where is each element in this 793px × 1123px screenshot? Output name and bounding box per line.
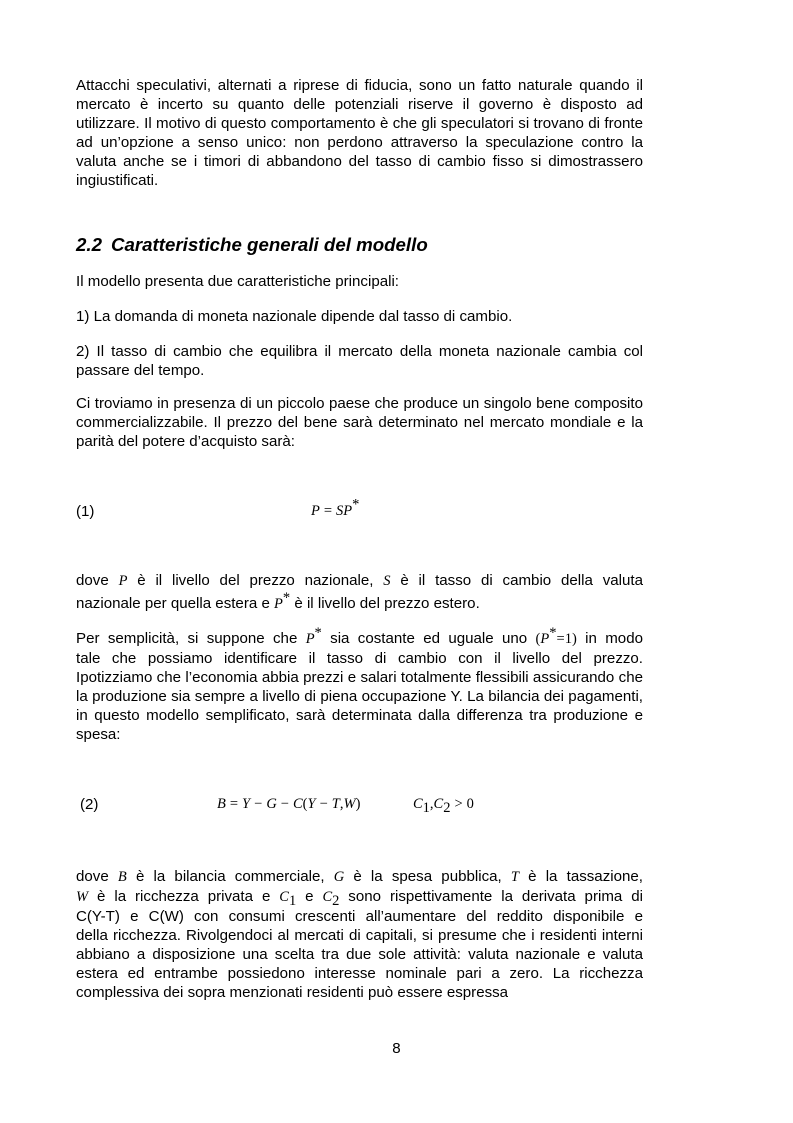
symbol-t: T: [510, 869, 519, 885]
eq2-symbol-t: T: [331, 796, 340, 812]
eq2-symbol-w: W: [343, 796, 356, 812]
eq2-equals: =: [229, 796, 239, 812]
eq2-zero: 0: [466, 796, 474, 812]
paragraph-simplification: [76, 624, 643, 668]
equation-2: [217, 795, 360, 813]
eq2-symbol-c1: C: [413, 796, 423, 812]
eq2-symbol-c: C: [292, 796, 303, 812]
text: è la ricchezza privata e: [88, 888, 280, 905]
text-line: tale che possiamo identificare il tasso di cambio con il livello del prezzo.: [76, 650, 643, 667]
eq2-paren: (: [302, 796, 308, 812]
equation-2-condition: [413, 795, 474, 817]
eq2-symbol-b: B: [217, 796, 226, 812]
eq2-subscript: 1: [422, 800, 430, 817]
text: nazionale per quella estera e: [76, 595, 275, 612]
symbol-p-foreign: P: [540, 631, 550, 647]
equation-1-label: (1): [76, 503, 95, 520]
subscript: 2: [332, 893, 340, 910]
paragraph-point-2: 2) Il tasso di cambio che equilibra il mercato della moneta nazionale cambia col passare del tempo.: [76, 343, 643, 379]
eq2-subscript: 2: [443, 800, 451, 817]
superscript-star: *: [282, 589, 291, 606]
symbol-p: P: [118, 573, 128, 589]
symbol-c1: C: [279, 889, 289, 905]
eq2-symbol-y: Y: [307, 796, 316, 812]
eq2-minus: −: [280, 796, 289, 812]
symbol-c2: C: [322, 889, 333, 905]
eq1-symbol-p-foreign: P: [343, 503, 353, 519]
symbol-b: B: [117, 869, 127, 885]
math-paren: ): [571, 631, 577, 647]
equation-1: [311, 496, 360, 520]
eq2-symbol-c2: C: [433, 796, 444, 812]
eq2-paren: ): [355, 796, 361, 812]
text: Per semplicità, si suppone che: [76, 630, 306, 647]
text: è il livello del prezzo nazionale,: [127, 572, 384, 589]
page-number: 8: [392, 1040, 401, 1057]
symbol-s: S: [383, 573, 391, 589]
paragraph-balance-of-payments: Ipotizziamo che l’economia abbia prezzi e salari totalmente flessibili assicurando che la produzione sia sempre a livello di piena occupazione Y. La bilancia dei pagamenti, in questo modello semplificato, sarà determinata dalla differenza tra produzione e spesa:: [76, 669, 643, 743]
symbol-p-foreign: P: [305, 631, 315, 647]
text-line: C(Y-T) e C(W) con consumi crescenti all’aumentare del reddito disponibile e: [76, 908, 643, 925]
eq2-minus: −: [254, 796, 263, 812]
eq1-star: *: [352, 496, 360, 513]
eq1-symbol-s: S: [336, 503, 344, 519]
paragraph-speculative-attacks: Attacchi speculativi, alternati a riprese di fiducia, sono un fatto naturale quando il mercato è incerto su quanto delle potenziali riserve il governo è disposto ad utilizzare. Il motivo di questo comportamento è che gli speculatori si trovano di fronte ad un’opzione a senso unico: non perdono attraverso la speculazione contro la valuta anche se i timori di abbandono del tasso di cambio fisso si dimostrassero ingiustificati.: [76, 77, 643, 189]
eq2-symbol-y: Y: [242, 796, 251, 812]
text: sono rispettivamente la derivata prima di: [339, 888, 643, 905]
text: è la bilancia commerciale,: [126, 868, 334, 885]
eq2-minus: −: [319, 796, 328, 812]
paragraph-price-definitions: [76, 571, 643, 614]
eq1-symbol-p: P: [311, 503, 320, 519]
text: è la tassazione,: [518, 868, 643, 885]
superscript-star: *: [314, 624, 322, 641]
text: sia costante ed uguale uno: [321, 630, 536, 647]
symbol-p-foreign: P: [274, 596, 283, 612]
section-number: 2.2: [76, 234, 102, 255]
superscript-star: *: [549, 624, 557, 641]
symbol-w: W: [76, 889, 89, 905]
text: è il livello del prezzo estero.: [290, 595, 480, 612]
paragraph-intro: Il modello presenta due caratteristiche principali:: [76, 273, 400, 290]
subscript: 1: [288, 893, 297, 910]
math-one: 1: [564, 631, 572, 647]
paragraph-point-1: 1) La domanda di moneta nazionale dipende dal tasso di cambio.: [76, 308, 513, 325]
math-equals: =: [556, 631, 565, 647]
section-heading: [76, 234, 428, 256]
text: dove: [76, 868, 118, 885]
eq2-comma: ,: [429, 796, 434, 812]
text: dove: [76, 572, 119, 589]
text-tail: della ricchezza. Rivolgendoci al mercati di capitali, si presume che i residenti interni abbiano a disposizione una scelta tra due sole attività: valuta nazionale e valuta estera ed entrambe possiedono interesse nominale pari a zero. La ricchezza complessiva dei sopra menzionati residenti può essere espressa: [76, 927, 643, 1001]
section-title: Caratteristiche generali del modello: [110, 234, 428, 255]
text: è la spesa pubblica,: [344, 868, 511, 885]
paragraph-small-country: Ci troviamo in presenza di un piccolo paese che produce un singolo bene composito commercializzabile. Il prezzo del bene sarà determinato nel mercato mondiale e la parità del potere d’acquisto sarà:: [76, 395, 643, 450]
eq1-equals: =: [323, 503, 333, 519]
equation-2-label: (2): [80, 796, 99, 813]
eq2-comma: ,: [339, 796, 344, 812]
text: e: [296, 888, 323, 905]
symbol-g: G: [333, 869, 345, 885]
text: in modo: [576, 630, 643, 647]
math-paren: (: [535, 631, 541, 647]
paragraph-definitions-eq2: [76, 867, 643, 1002]
text: è il tasso di cambio della valuta: [390, 572, 643, 589]
eq2-symbol-g: G: [266, 796, 277, 812]
eq2-greater-than: >: [454, 796, 463, 812]
